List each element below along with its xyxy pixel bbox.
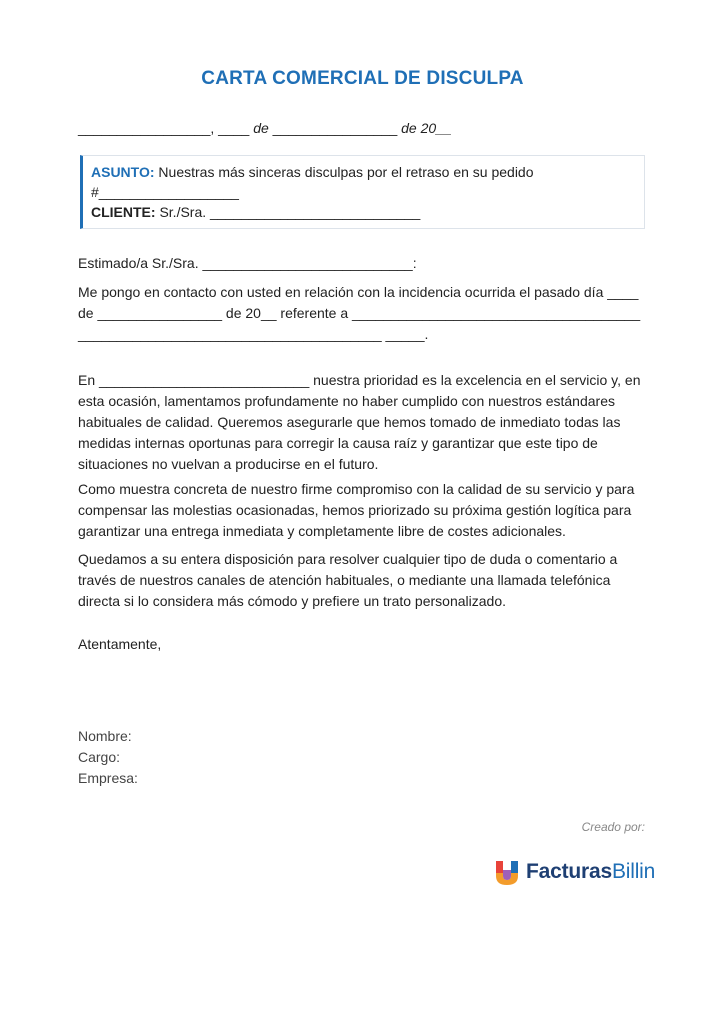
signature-block xyxy=(78,726,138,789)
paragraph-2: En ___________________________ nuestra prioridad es la excelencia en el servicio y, en esta ocasión, lamentamos profundamente no haber cumplido con nuestros estándares habituales de calidad. Queremos asegurarle que hemos tomado de inmediato todas las medidas internas oportunas para corregir la causa raíz y garantizar que este tipo de situaciones no vuelvan a producirse en el futuro. xyxy=(78,372,641,472)
cliente-line xyxy=(91,202,636,222)
cliente-text: Sr./Sra. ___________________________ xyxy=(159,204,421,220)
created-by-label: Creado por: xyxy=(581,820,645,834)
cliente-label: CLIENTE: xyxy=(91,204,156,220)
date-year: de 20__ xyxy=(401,120,452,136)
date-blank-place: _________________, xyxy=(78,120,215,136)
asunto-label: ASUNTO: xyxy=(91,164,155,180)
asunto-line xyxy=(91,162,636,182)
facturasbillin-logo xyxy=(494,858,655,886)
logo-text-billin: Billin xyxy=(611,860,656,883)
date-blank-month: ________________ xyxy=(272,120,398,136)
asunto-text: Nuestras más sinceras disculpas por el retraso en su pedido xyxy=(158,164,534,180)
closing: Atentamente, xyxy=(78,636,162,652)
paragraph-4: Quedamos a su entera disposición para resolver cualquier tipo de duda o comentario a través de nuestros canales de atención habituales, o mediante una llamada telefónica directa si lo considera más cómodo y prefiere un trato personalizado. xyxy=(78,551,618,609)
signature-nombre: Nombre: xyxy=(78,728,132,744)
logo-text-facturas: Facturas xyxy=(526,860,612,883)
date-blank-day: ____ xyxy=(218,120,250,136)
paragraph-1: Me pongo en contacto con usted en relación con la incidencia ocurrida el pasado día ____ de ________________ de 20__ referente a ____________________________________________________________________________ _____. xyxy=(78,284,641,342)
facturasbillin-logo-icon xyxy=(494,858,520,886)
asunto-order-number: #__________________ xyxy=(91,184,239,200)
logo-text xyxy=(526,860,655,884)
greeting: Estimado/a Sr./Sra. ___________________________: xyxy=(78,255,417,271)
signature-empresa: Empresa: xyxy=(78,770,138,786)
signature-cargo: Cargo: xyxy=(78,749,121,765)
paragraph-3: Como muestra concreta de nuestro firme compromiso con la calidad de su servicio y para compensar las molestias ocasionadas, hemos priorizado su próxima gestión logítica para garantizar una entrega inmediata y completamente libre de costes adicionales. xyxy=(78,481,635,539)
subject-box xyxy=(80,155,645,229)
date-line xyxy=(78,120,452,136)
date-de-1: de xyxy=(253,120,269,136)
document-title: CARTA COMERCIAL DE DISCULPA xyxy=(201,68,524,89)
